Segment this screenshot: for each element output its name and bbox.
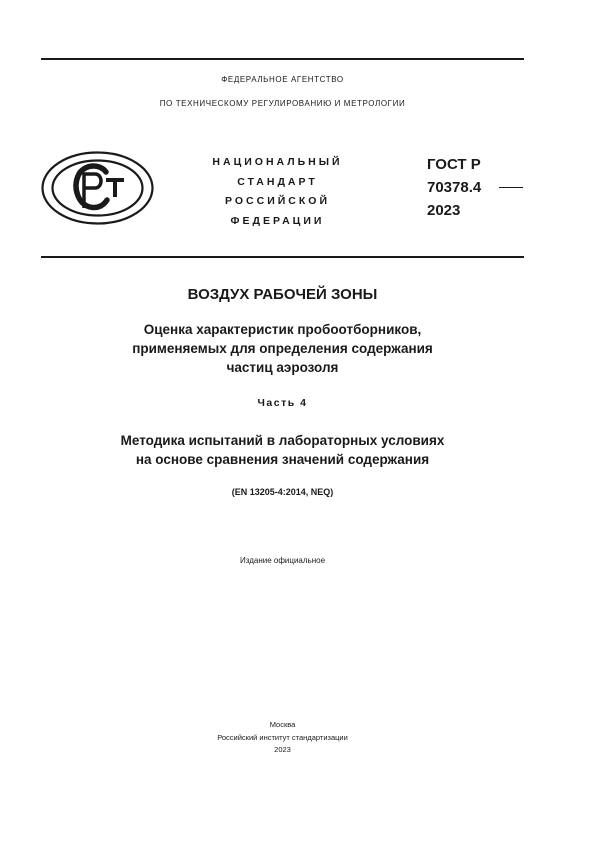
footer-city: Москва: [269, 720, 296, 729]
gost-year: 2023: [427, 202, 461, 219]
standard-label-line2: СТАНДАРТ: [237, 175, 318, 188]
subtitle-line3: частиц аэрозоля: [226, 360, 339, 375]
middle-rule: [41, 256, 524, 258]
subtitle-line1: Оценка характеристик пробоотборников,: [143, 322, 422, 337]
part-title: [41, 431, 524, 469]
gost-number-wrap: [427, 176, 481, 199]
footer-publisher: Российский институт стандартизации: [217, 732, 348, 742]
rst-gost-logo-icon: [40, 150, 155, 226]
standard-label-line3: РОССИЙСКОЙ: [225, 195, 330, 207]
gost-designation: [427, 153, 481, 222]
footer-year: 2023: [274, 745, 291, 754]
part-title-line1: Методика испытаний в лабораторных условиях: [120, 433, 445, 448]
agency-name-line2: ПО ТЕХНИЧЕСКОМУ РЕГУЛИРОВАНИЮ И МЕТРОЛОГИИ: [159, 99, 406, 108]
subtitle-line2: применяемых для определения содержания: [132, 341, 433, 356]
official-edition-label: Издание официальное: [239, 556, 326, 565]
top-rule: [41, 58, 524, 60]
document-subtitle: [41, 320, 524, 377]
gost-number: 70378.4: [427, 179, 482, 196]
en-reference: (EN 13205-4:2014, NEQ): [231, 487, 334, 497]
standard-label-line1: НАЦИОНАЛЬНЫЙ: [212, 156, 343, 168]
part-number: Часть 4: [257, 397, 308, 409]
part-title-line2: на основе сравнения значений содержания: [135, 452, 430, 467]
document-title: ВОЗДУХ РАБОЧЕЙ ЗОНЫ: [187, 286, 378, 303]
agency-name-line1: ФЕДЕРАЛЬНОЕ АГЕНТСТВО: [221, 75, 344, 84]
standard-label-line4: ФЕДЕРАЦИИ: [230, 214, 325, 227]
publication-footer: [41, 719, 524, 757]
gost-number-dash: [499, 187, 523, 188]
gost-prefix: ГОСТ Р: [427, 156, 481, 173]
national-standard-label: [190, 153, 365, 231]
